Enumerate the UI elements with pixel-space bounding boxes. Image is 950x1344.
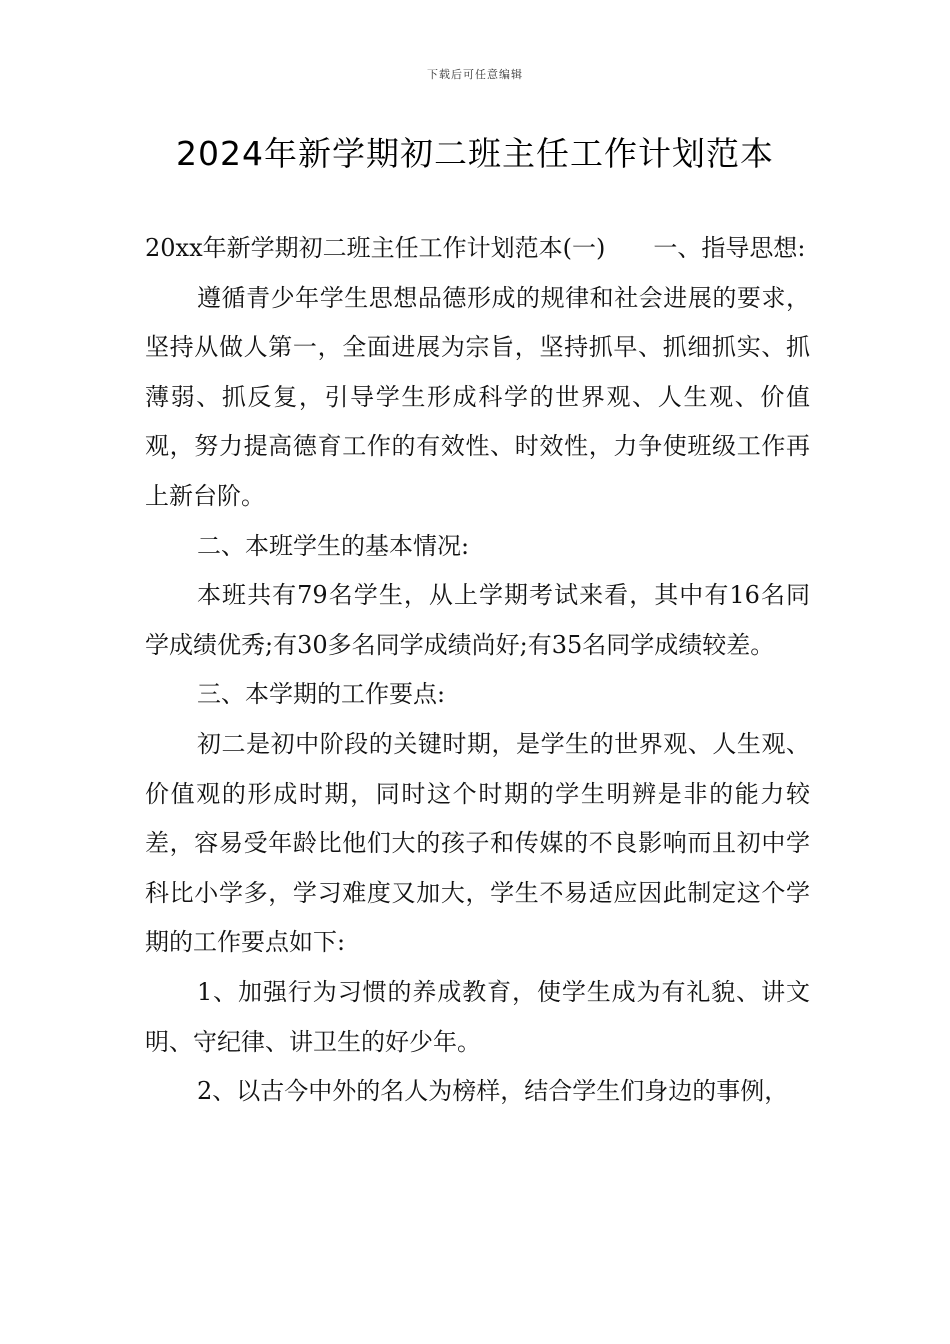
section1-heading: 一、指导思想: xyxy=(653,234,806,262)
paragraph-work-focus: 初二是初中阶段的关键时期，是学生的世界观、人生观、价值观的形成时期，同时这个时期的学生明辨是非的能力较差，容易受年龄比他们大的孩子和传媒的不良影响而且初中学科比小学多，学习难度又加大，学生不易适应因此制定这个学期的工作要点如下: xyxy=(145,729,810,957)
paragraph-guiding-thought: 遵循青少年学生思想品德形成的规律和社会进展的要求，坚持从做人第一，全面进展为宗旨，坚持抓早、抓细抓实、抓薄弱、抓反复，引导学生形成科学的世界观、人生观、价值观，努力提高德育工作的有效性、时效性，力争使班级工作再上新台阶。 xyxy=(145,283,810,510)
section3-heading: 三、本学期的工作要点: xyxy=(197,680,446,709)
list-item-1: 1、加强行为习惯的养成教育，使学生成为有礼貌、讲文明、守纪律、讲卫生的好少年。 xyxy=(145,977,810,1056)
intro-heading: 20xx年新学期初二班主任工作计划范本(一) xyxy=(145,234,606,262)
list-item-2: 2、以古今中外的名人为榜样，结合学生们身边的事例， xyxy=(197,1077,789,1106)
intro-paragraph xyxy=(145,224,810,274)
document-body xyxy=(145,224,810,1117)
header-note: 下载后可任意编辑 xyxy=(427,68,523,81)
document-title: 2024年新学期初二班主任工作计划范本 xyxy=(176,134,774,173)
paragraph-student-situation: 本班共有79名学生，从上学期考试来看，其中有16名同学成绩优秀;有30多名同学成绩尚好;有35名同学成绩较差。 xyxy=(145,581,810,659)
section2-heading: 二、本班学生的基本情况: xyxy=(197,531,470,560)
